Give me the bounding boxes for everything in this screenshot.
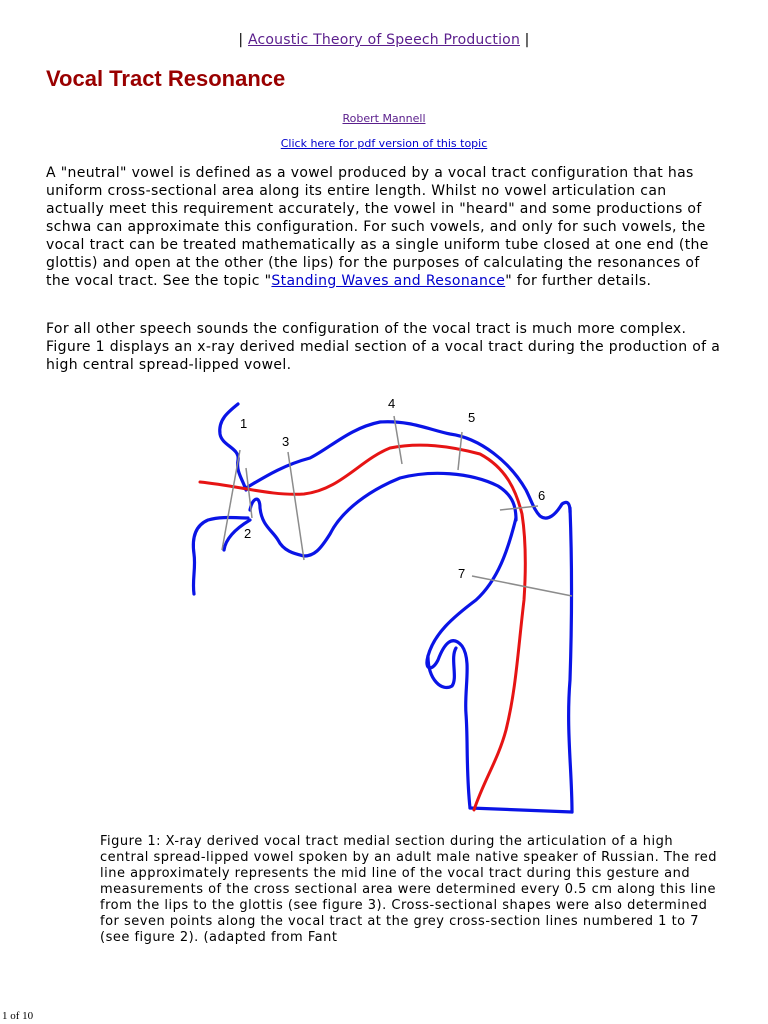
cross-section-label-5: 5 <box>468 410 476 425</box>
vocal-tract-outline <box>193 404 572 812</box>
cross-section-3 <box>288 452 304 560</box>
author-link[interactable]: Robert Mannell <box>342 112 426 125</box>
larynx-base <box>470 808 572 812</box>
figure-intro-paragraph: For all other speech sounds the configuration of the vocal tract is much more complex. Figure 1 displays an x-ray derived medial section of a vocal tract during the production of a high central spread-lipped vowel. <box>46 321 721 373</box>
intro-text-end: " for further details. <box>505 273 652 289</box>
breadcrumb-nav <box>0 32 768 48</box>
cross-section-label-4: 4 <box>388 396 396 411</box>
intro-paragraph <box>46 164 726 290</box>
cross-section-label-1: 1 <box>240 416 248 431</box>
author-line <box>0 112 768 125</box>
nav-separator-right: | <box>520 32 530 48</box>
cross-section-label-2: 2 <box>244 526 252 541</box>
page-title: Vocal Tract Resonance <box>46 66 286 91</box>
standing-waves-link[interactable]: Standing Waves and Resonance <box>271 273 506 289</box>
pharynx-back-wall <box>569 508 572 812</box>
cross-section-label-3: 3 <box>282 434 290 449</box>
palate-outline <box>246 422 570 518</box>
pharynx-front-wall <box>427 518 516 808</box>
acoustic-theory-link[interactable]: Acoustic Theory of Speech Production <box>247 32 521 48</box>
cross-section-label-7: 7 <box>458 566 466 581</box>
vocal-tract-figure <box>180 390 600 820</box>
pdf-line <box>0 137 768 150</box>
page-number: 1 of 10 <box>2 1010 34 1022</box>
intro-text: A "neutral" vowel is defined as a vowel produced by a vocal tract configuration that has uniform cross-sectional area along its entire length. Whilst no vowel articulation can actually meet this requirement accurately, the vowel in "heard" and some productions of schwa can approximate this configuration. For such vowels, and only for such vowels, the vocal tract can be treated mathematically as a single uniform tube closed at one end (the glottis) and open at the other (the lips) for the purposes of calculating the resonances of the vocal tract. See the topic " <box>46 165 709 289</box>
tongue-outline <box>250 473 516 556</box>
nav-separator-left: | <box>238 32 248 48</box>
cross-section-label-6: 6 <box>538 488 546 503</box>
pdf-version-link[interactable]: Click here for pdf version of this topic <box>280 137 488 150</box>
figure-caption: Figure 1: X-ray derived vocal tract medial section during the articulation of a high central spread-lipped vowel spoken by an adult male native speaker of Russian. The red line approximately represents the mid line of the vocal tract during this gesture and measurements of the cross sectional area were determined every 0.5 cm along this line from the lips to the glottis (see figure 3). Cross-sectional shapes were also determined for seven points along the vocal tract at the grey cross-section lines numbered 1 to 7 (see figure 2). (adapted from Fant <box>100 834 718 945</box>
